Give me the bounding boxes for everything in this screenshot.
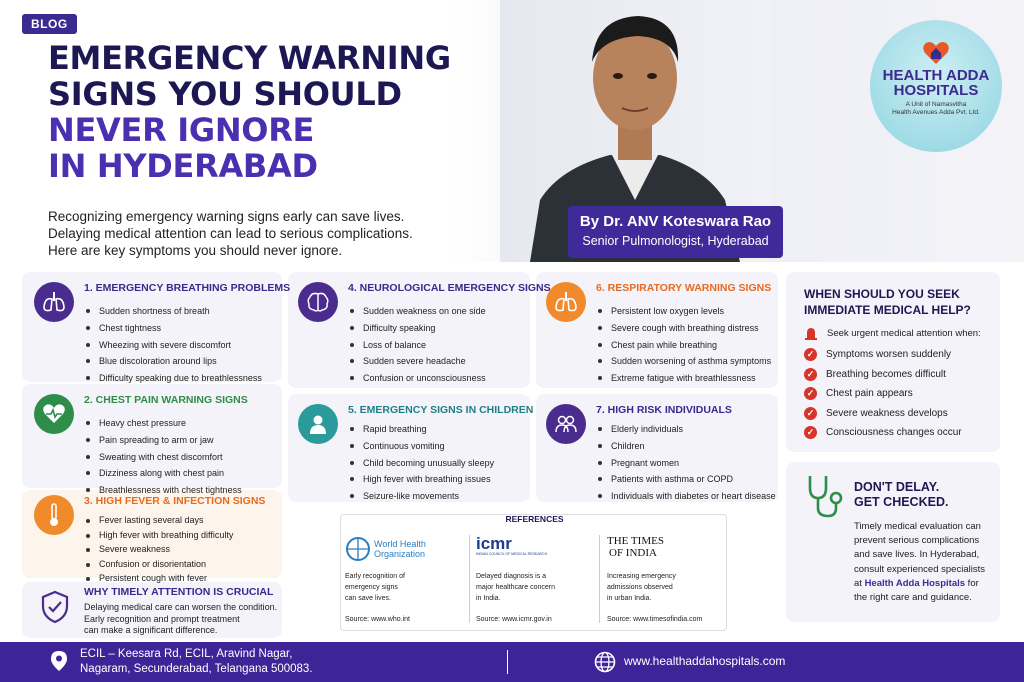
list-item: Elderly individuals <box>598 421 776 438</box>
why-text: Delaying medical care can worsen the condition. Early recognition and prompt treatment can make a significant difference. <box>84 602 278 635</box>
title-line: EMERGENCY WARNING <box>48 39 451 77</box>
list-item: Patients with asthma or COPD <box>598 471 776 488</box>
divider <box>599 535 600 623</box>
list-item: Child becoming unusually sleepy <box>350 455 494 472</box>
stethoscope-icon <box>804 474 844 520</box>
symptom-list <box>598 421 776 505</box>
heart-house-icon <box>922 40 950 66</box>
brain-icon <box>298 282 338 322</box>
list-item: Loss of balance <box>350 337 486 354</box>
references-box <box>340 514 727 631</box>
list-item: Sudden shortness of breath <box>86 303 262 320</box>
seek-item: ✓ Severe weakness develops <box>804 404 994 424</box>
author-badge <box>568 206 783 258</box>
delay-title: DON'T DELAY. GET CHECKED. <box>854 480 949 509</box>
intro-text <box>48 208 428 259</box>
blog-tag: BLOG <box>22 14 77 34</box>
author-role: Senior Pulmonologist, Hyderabad <box>582 234 769 248</box>
thermometer-icon <box>34 495 74 535</box>
urgent-row: Seek urgent medical attention when: <box>804 326 994 340</box>
footer-address: ECIL – Keesara Rd, ECIL, Aravind Nagar, Nagaram, Secunderabad, Telangana 500083. <box>80 648 313 675</box>
who-logo: World Health Organization <box>345 533 465 565</box>
title-line: NEVER IGNORE <box>48 111 315 149</box>
hospital-logo <box>870 20 1002 152</box>
title-line: SIGNS YOU SHOULD <box>48 75 402 113</box>
list-item: Dizziness along with chest pain <box>86 465 242 482</box>
section-title: 7. HIGH RISK INDIVIDUALS <box>596 404 732 416</box>
section-title: 4. NEUROLOGICAL EMERGENCY SIGNS <box>348 282 551 294</box>
list-item: Rapid breathing <box>350 421 494 438</box>
list-item: Sweating with chest discomfort <box>86 449 242 466</box>
section-title: 3. HIGH FEVER & INFECTION SIGNS <box>84 495 266 507</box>
list-item: Chest tightness <box>86 320 262 337</box>
list-item: Confusion or unconsciousness <box>350 370 486 387</box>
seek-item: ✓ Breathing becomes difficult <box>804 365 994 385</box>
logo-subtitle: A Unit of Namasvitha Health Avenues Adda Pvt. Ltd. <box>892 101 980 116</box>
footer-divider <box>507 650 508 674</box>
footer-bar <box>0 642 1024 682</box>
section-title: WHY TIMELY ATTENTION IS CRUCIAL <box>84 586 274 598</box>
symptom-list <box>86 303 262 387</box>
seek-title: WHEN SHOULD YOU SEEK IMMEDIATE MEDICAL HELP? <box>804 287 971 317</box>
section-title: 2. CHEST PAIN WARNING SIGNS <box>84 394 248 406</box>
list-item: Severe cough with breathing distress <box>598 320 771 337</box>
list-item: Individuals with diabetes or heart disease <box>598 488 776 505</box>
list-item: Seizure-like movements <box>350 488 494 505</box>
reference-text: Increasing emergency admissions observed in urban India. <box>607 573 676 602</box>
intro-line: Delaying medical attention can lead to serious complications. <box>48 226 413 241</box>
reference-text: Delayed diagnosis is a major healthcare concern in India. <box>476 573 555 602</box>
symptom-list <box>350 303 486 387</box>
divider <box>469 535 470 623</box>
symptom-list <box>86 513 233 586</box>
section-title: 6. RESPIRATORY WARNING SIGNS <box>596 282 772 294</box>
reference-source: Source: www.icmr.gov.in <box>476 616 552 623</box>
shield-check-icon <box>40 590 70 624</box>
intro-line: Recognizing emergency warning signs early can save lives. <box>48 209 405 224</box>
intro-line: Here are key symptoms you should never ignore. <box>48 243 343 258</box>
list-item: Pain spreading to arm or jaw <box>86 432 242 449</box>
child-icon <box>298 404 338 444</box>
heart-icon <box>34 394 74 434</box>
location-pin-icon <box>50 650 68 672</box>
seek-item: ✓ Chest pain appears <box>804 384 994 404</box>
list-item: Persistent cough with fever <box>86 571 233 586</box>
list-item: Heavy chest pressure <box>86 415 242 432</box>
alarm-icon <box>804 326 818 340</box>
references-title: REFERENCES <box>505 514 564 524</box>
page-title <box>48 40 468 184</box>
check-icon: ✓ <box>804 368 817 381</box>
list-item: Breathlessness with chest tightness <box>86 482 242 499</box>
section-title: 5. EMERGENCY SIGNS IN CHILDREN <box>348 404 534 416</box>
reference-source: Source: www.timesofindia.com <box>607 616 703 623</box>
hero-banner <box>0 0 1024 262</box>
list-item: Difficulty speaking due to breathlessness <box>86 370 262 387</box>
list-item: Wheezing with severe discomfort <box>86 337 262 354</box>
icmr-logo: icmr INDIAN COUNCIL OF MEDICAL RESEARCH <box>476 534 548 556</box>
reference-text: Early recognition of emergency signs can save lives. <box>345 573 405 602</box>
list-item: Blue discoloration around lips <box>86 353 262 370</box>
seek-item: ✓ Consciousness changes occur <box>804 423 994 443</box>
reference-who <box>345 533 465 628</box>
section-title: 1. EMERGENCY BREATHING PROBLEMS <box>84 282 291 294</box>
globe-icon <box>345 536 371 562</box>
list-item: Severe weakness <box>86 542 233 557</box>
reference-source: Source: www.who.int <box>345 616 410 623</box>
list-item: Confusion or disorientation <box>86 557 233 572</box>
seek-item: ✓ Symptoms worsen suddenly <box>804 345 994 365</box>
list-item: Children <box>598 438 776 455</box>
toi-logo: THE TIMES OF INDIA <box>607 535 664 559</box>
list-item: High fever with breathing difficulty <box>86 528 233 543</box>
people-icon <box>546 404 586 444</box>
seek-help-box <box>804 286 994 443</box>
list-item: Continuous vomiting <box>350 438 494 455</box>
list-item: Sudden severe headache <box>350 353 486 370</box>
symptom-list <box>350 421 494 505</box>
lungs-icon <box>34 282 74 322</box>
list-item: Fever lasting several days <box>86 513 233 528</box>
reference-toi <box>607 533 727 628</box>
list-item: High fever with breathing issues <box>350 471 494 488</box>
website-link[interactable]: www.healthaddahospitals.com <box>624 654 786 668</box>
check-icon: ✓ <box>804 407 817 420</box>
list-item: Pregnant women <box>598 455 776 472</box>
title-line: IN HYDERABAD <box>48 147 318 185</box>
lungs-icon <box>546 282 586 322</box>
delay-text: Timely medical evaluation can prevent serious complications and save lives. In Hyderabad, consult experienced specialists at Health Adda Hospitals for the right care and guidance. <box>854 521 985 604</box>
reference-icmr <box>476 533 596 628</box>
symptom-list <box>598 303 771 387</box>
check-icon: ✓ <box>804 426 817 439</box>
author-name: By Dr. ANV Koteswara Rao <box>579 213 772 230</box>
globe-icon <box>594 651 616 673</box>
hospital-name: Health Adda Hospitals <box>864 577 966 589</box>
logo-name: HEALTH ADDA HOSPITALS <box>882 67 990 99</box>
list-item: Persistent low oxygen levels <box>598 303 771 320</box>
list-item: Chest pain while breathing <box>598 337 771 354</box>
check-icon: ✓ <box>804 348 817 361</box>
symptom-list <box>86 415 242 499</box>
list-item: Sudden weakness on one side <box>350 303 486 320</box>
list-item: Extreme fatigue with breathlessness <box>598 370 771 387</box>
list-item: Difficulty speaking <box>350 320 486 337</box>
list-item: Sudden worsening of asthma symptoms <box>598 353 771 370</box>
check-icon: ✓ <box>804 387 817 400</box>
